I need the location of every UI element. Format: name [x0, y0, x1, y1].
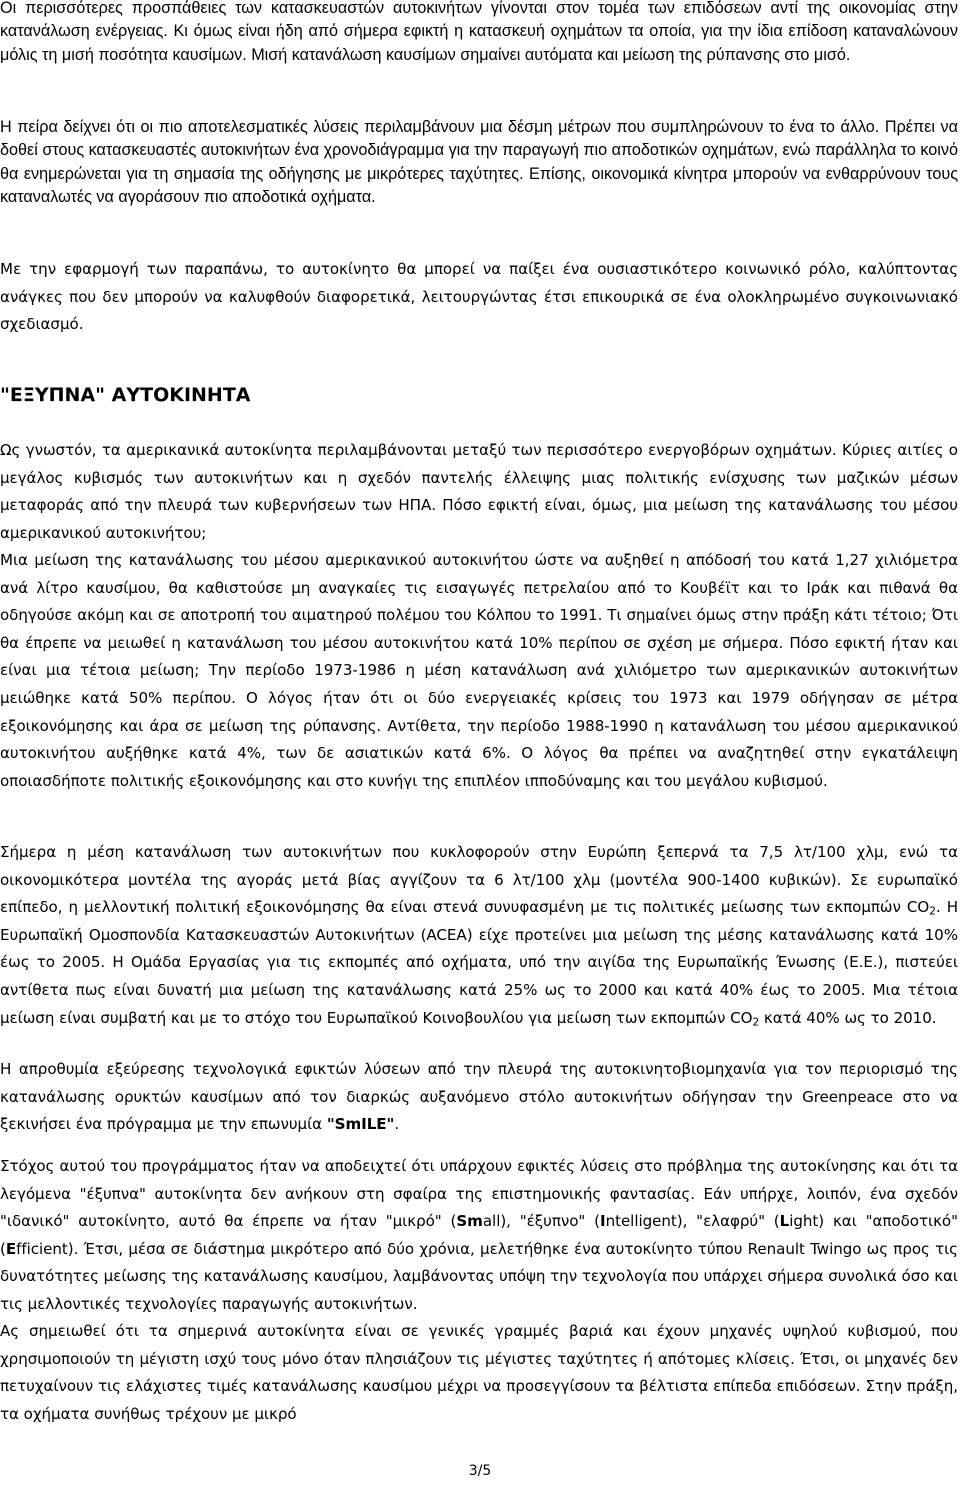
paragraph-measures: Η πείρα δείχνει ότι οι πιο αποτελεσματικές λύσεις περιλαμβάνουν μια δέσμη μέτρων που συμπληρώνουν το ένα το άλλο. Πρέπει να δοθεί στους κατασκευαστές αυτοκινήτων ένα χρονοδιάγραμμα για την παραγωγή πιο αποδοτικών οχημάτων, ενώ παράλληλα το κοινό θα ενημερώνεται για τη σημασία της οδήγησης με μικρότερες ταχύτητες. Επίσης, οικονομικά κίνητρα μπορούν να ενθαρρύνουν τους καταναλωτές να αγοράσουν πιο αποδοτικά οχήματα.: [0, 118, 958, 207]
paragraph-consumption-reduction: Μια μείωση της κατανάλωσης του μέσου αμερικανικού αυτοκινήτου ώστε να αυξηθεί η απόδοσή του κατά 1,27 χιλιόμετρα ανά λίτρο καυσίμου, θα καθιστούσε μη αναγκαίες τις εισαγωγές πετρελαίου από το Κουβέϊτ και το Ιράκ και πιθανά θα οδηγούσε ακόμη και σε αποτροπή του αιματηρού πολέμου του Κόλπου το 1991. Τι σημαίνει όμως στην πράξη κάτι τέτοιο; Ότι θα έπρεπε να μειωθεί η κατανάλωση του μέσου αυτοκινήτου κατά 10% περίπου σε σχέση με σήμερα. Πόσο εφικτή ήταν και είναι μια τέτοια μείωση; Την περίοδο 1973-1986 η μέση κατανάλωση ανά χιλιόμετρο των αμερικανικών αυτοκινήτων μειώθηκε κατά 50% περίπου. Ο λόγος ήταν ότι οι δύο ενεργειακές κρίσεις του 1973 και 1979 οδήγησαν σε μέτρα εξοικονόμησης και άρα σε μείωση της ρύπανσης. Αντίθετα, την περίοδο 1988-1990 η κατανάλωση του μέσου αμερικανικού αυτοκινήτου αυξήθηκε κατά 4%, των δε ασιατικών κατά 6%. Ο λόγος θα πρέπει να αναζητηθεί στην εγκατάλειψη οποιασδήποτε πολιτικής εξοικονόμησης και στο κυνήγι της επιπλέον ιπποδύναμης και του μεγάλου κυβισμού.: [0, 551, 958, 790]
paragraph-social-role: Με την εφαρμογή των παραπάνω, το αυτοκίνητο θα μπορεί να παίξει ένα ουσιαστικότερο κοινωνικό ρόλο, καλύπτοντας ανάγκες που δεν μπορούν να καλυφθούν διαφορετικά, λειτουργώντας έτσι επικουρικά σε ένα ολοκληρωμένο συγκοινωνιακό σχεδιασμό.: [0, 260, 958, 334]
paragraph-europe-consumption: Σήμερα η μέση κατανάλωση των αυτοκινήτων που κυκλοφορούν στην Ευρώπη ξεπερνά τα 7,5 λτ/100 χλμ, ενώ τα οικονομικότερα μοντέλα της αγοράς μετά βίας αγγίζουν τα 6 λτ/100 χλμ (μοντέλα 900-1400 κυβικών). Σε ευρωπαϊκό επίπεδο, η μελλοντική πολιτική εξοικονόμησης θα είναι στενά συνυφασμένη με τις πολιτικές μείωσης των εκπομπών $CO_2$. Η Ευρωπαϊκή Ομοσπονδία Κατασκευαστών Αυτοκινήτων (ACEA) είχε προτείνει μια μείωση της μέσης κατανάλωσης κατά 10% έως το 2005. Η Ομάδα Εργασίας για τις εκπομπές από οχήματα, υπό την αιγίδα της Ευρωπαϊκής Ένωσης (Ε.Ε.), πιστεύει αντίθετα πως είναι δυνατή μια μείωση της κατανάλωσης κατά 25% ως το 2000 και κατά 40% έως το 2005. Μια τέτοια μείωση είναι συμβατή και με το στόχο του Ευρωπαϊκού Κοινοβουλίου για μείωση των εκπομπών $CO_2$ κατά 40% ως το 2010.: [0, 843, 959, 1029]
paragraph-american-cars: Ως γνωστόν, τα αμερικανικά αυτοκίνητα περιλαμβάνονται μεταξύ των περισσότερο ενεργοβόρων οχημάτων. Κύριες αιτίες ο μεγάλος κυβισμός των αυτοκινήτων και η σχεδόν παντελής έλλειψης μιας πολιτικής ενίσχυσης των μαζικών μέσων μεταφοράς από την πλευρά των κυβερνήσεων των ΗΠΑ. Πόσο εφικτή είναι, όμως, μια μείωση της κατανάλωσης του μέσου αμερικανικού αυτοκινήτου;: [0, 441, 958, 542]
paragraph-smile-goal: Στόχος αυτού του προγράμματος ήταν να αποδειχτεί ότι υπάρχουν εφικτές λύσεις στο πρόβλημα της αυτοκίνησης και ότι τα λεγόμενα "έξυπνα" αυτοκίνητα δεν ανήκουν στη σφαίρα της επιστημονικής φαντασίας. Εάν υπήρχε, λοιπόν, ένα σχεδόν "ιδανικό" αυτοκίνητο, αυτό θα έπρεπε να ήταν "μικρό" (Small), "έξυπνο" (Intelligent), "ελαφρύ" (Light) και "αποδοτικό" (Efficient). Έτσι, μέσα σε διάστημα μικρότερο από δύο χρόνια, μελετήθηκε ένα αυτοκίνητο τύπου Renault Twingo ως προς τις δυνατότητες μείωσης της κατανάλωσης καυσίμου, λαμβάνοντας υπόψη την τεχνολογία που υπάρχει σήμερα συνολικά όσο και τις μελλοντικές τεχνολογίες παραγωγής αυτοκινήτων.: [0, 1157, 958, 1313]
section-heading: "ΕΞΥΠΝΑ" ΑΥΤΟΚΙΝΗΤΑ: [0, 384, 251, 406]
paragraph-heavy-cars: Ας σημειωθεί ότι τα σημερινά αυτοκίνητα είναι σε γενικές γραμμές βαριά και έχουν μηχανές υψηλού κυβισμού, που χρησιμοποιούν τη μέγιστη ισχύ τους μόνο όταν πλησιάζουν τις μέγιστες ταχύτητες ή απότομες κλίσεις. Έτσι, οι μηχανές δεν πετυχαίνουν τις ελάχιστες τιμές κατανάλωσης καυσίμου μέχρι να προσεγγίσουν τα βέλτιστα επίπεδα επιδόσεων. Στην πράξη, τα οχήματα συνήθως τρέχουν με μικρό: [0, 1322, 958, 1423]
page-number: 3/5: [468, 1463, 492, 1479]
paragraph-greenpeace-smile: Η απροθυμία εξεύρεσης τεχνολογικά εφικτών λύσεων από την πλευρά της αυτοκινητοβιομηχανία για τον περιορισμό της κατανάλωσης ορυκτών καυσίμων από τον διαρκώς αυξανόμενο στόλο αυτοκινήτων οδήγησαν την Greenpeace στο να ξεκινήσει ένα πρόγραμμα με την επωνυμία "SmILE".: [0, 1060, 958, 1134]
paragraph-fuel-efficiency: Οι περισσότερες προσπάθειες των κατασκευαστών αυτοκινήτων γίνονται στον τομέα των επιδόσεων αντί της οικονομίας στην κατανάλωση ενέργειας. Κι όμως είναι ήδη από σήμερα εφικτή η κατασκευή οχημάτων τα οποία, για την ίδια επίδοση καταναλώνουν μόλις τη μισή ποσότητα καυσίμων. Μισή κατανάλωση καυσίμων σημαίνει αυτόματα και μείωση της ρύπανσης στο μισό.: [0, 0, 958, 64]
